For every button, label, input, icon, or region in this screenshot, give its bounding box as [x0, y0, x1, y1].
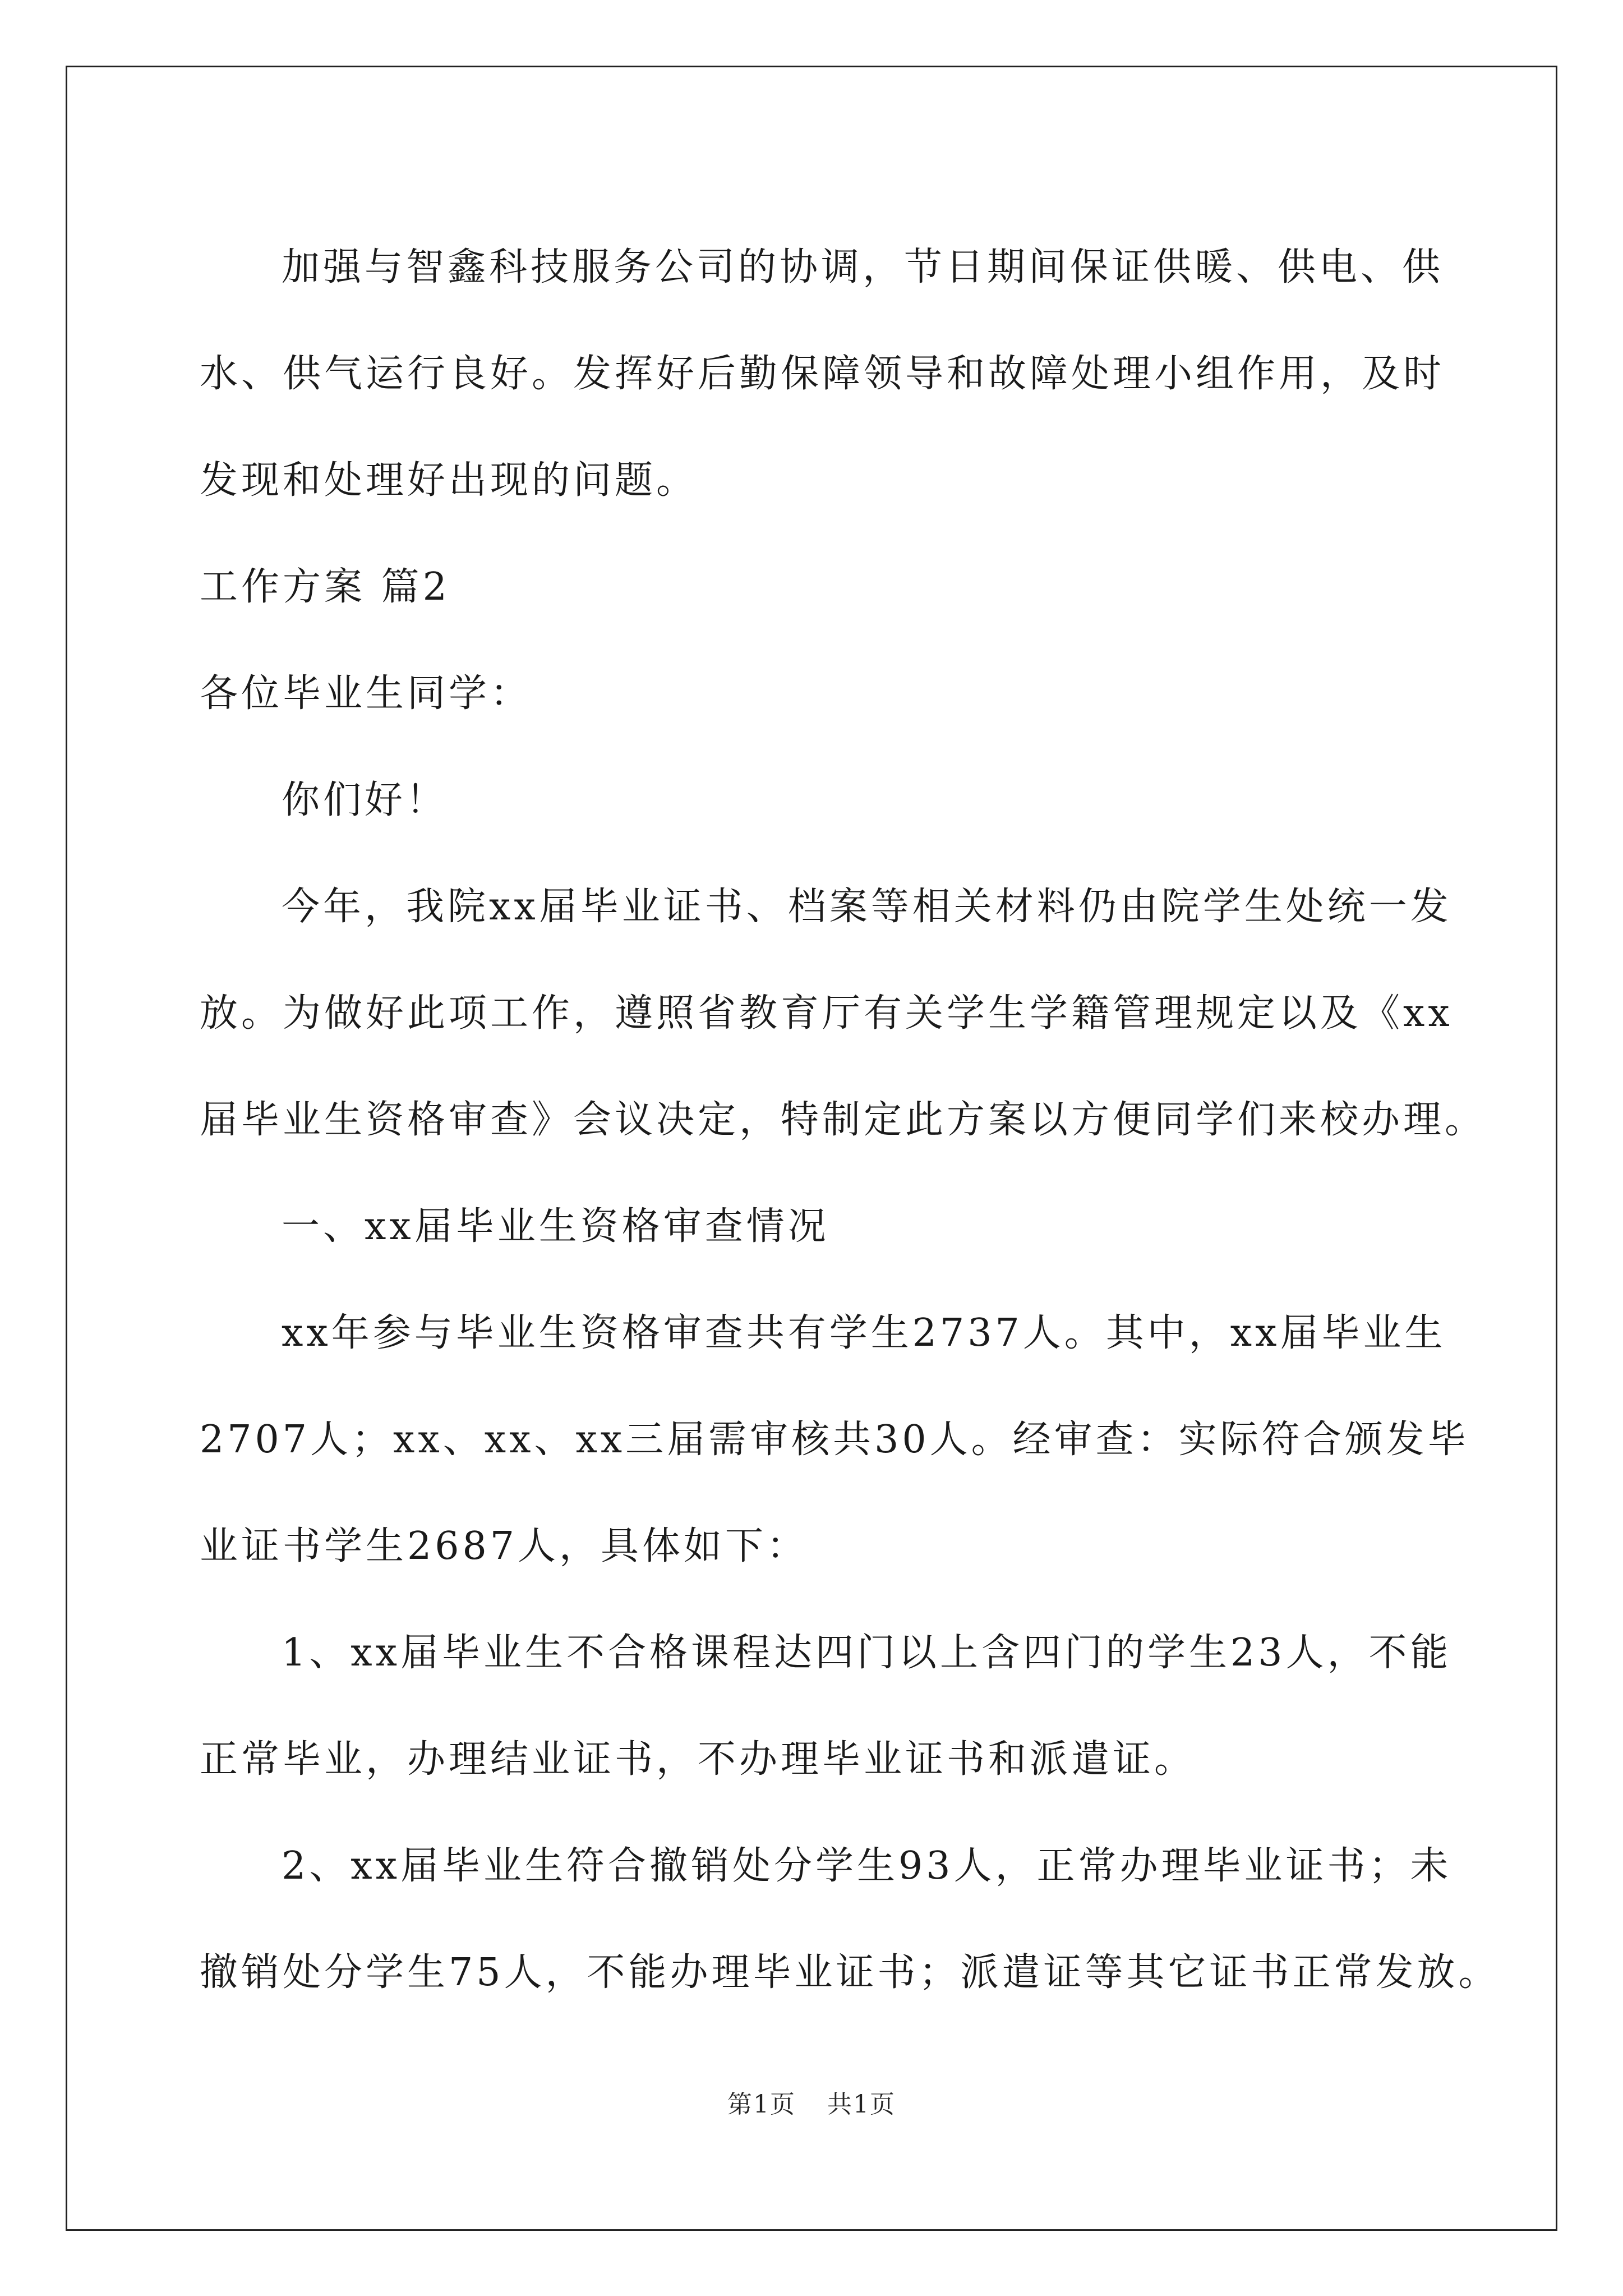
subsection-heading: 一、xx届毕业生资格审查情况 [282, 1204, 829, 1249]
list-item-line: 1、xx届毕业生不合格课程达四门以上含四门的学生23人，不能 [282, 1631, 1452, 1675]
paragraph-line: xx年参与毕业生资格审查共有学生2737人。其中，xx届毕业生 [282, 1311, 1446, 1355]
paragraph-line: 2707人；xx、xx、xx三届需审核共30人。经审查：实际符合颁发毕 [200, 1418, 1469, 1462]
list-item-line: 撤销处分学生75人，不能办理毕业证书；派遣证等其它证书正常发放。 [200, 1950, 1500, 1995]
page-footer [0, 2088, 1623, 2122]
salutation: 各位毕业生同学： [200, 671, 532, 716]
list-item-line: 正常毕业，办理结业证书，不办理毕业证书和派遣证。 [200, 1737, 1196, 1782]
paragraph-line: 今年，我院xx届毕业证书、档案等相关材料仍由院学生处统一发 [282, 885, 1452, 929]
greeting: 你们好！ [282, 778, 448, 822]
page-number: 第1页 [727, 2090, 796, 2119]
paragraph-line: 加强与智鑫科技服务公司的协调，节日期间保证供暖、供电、供 [282, 245, 1444, 289]
page-total: 共1页 [827, 2090, 896, 2119]
section-heading: 工作方案 篇2 [200, 565, 450, 609]
paragraph-line: 发现和处理好出现的问题。 [200, 458, 698, 503]
paragraph-line: 届毕业生资格审查》会议决定，特制定此方案以方便同学们来校办理。 [200, 1098, 1487, 1142]
paragraph-line: 业证书学生2687人，具体如下： [200, 1524, 809, 1568]
paragraph-line: 水、供气运行良好。发挥好后勤保障领导和故障处理小组作用，及时 [200, 352, 1445, 396]
list-item-line: 2、xx届毕业生符合撤销处分学生93人，正常办理毕业证书；未 [282, 1844, 1452, 1888]
document-body [200, 214, 1500, 2026]
paragraph-line: 放。为做好此项工作，遵照省教育厅有关学生学籍管理规定以及《xx [200, 991, 1453, 1036]
